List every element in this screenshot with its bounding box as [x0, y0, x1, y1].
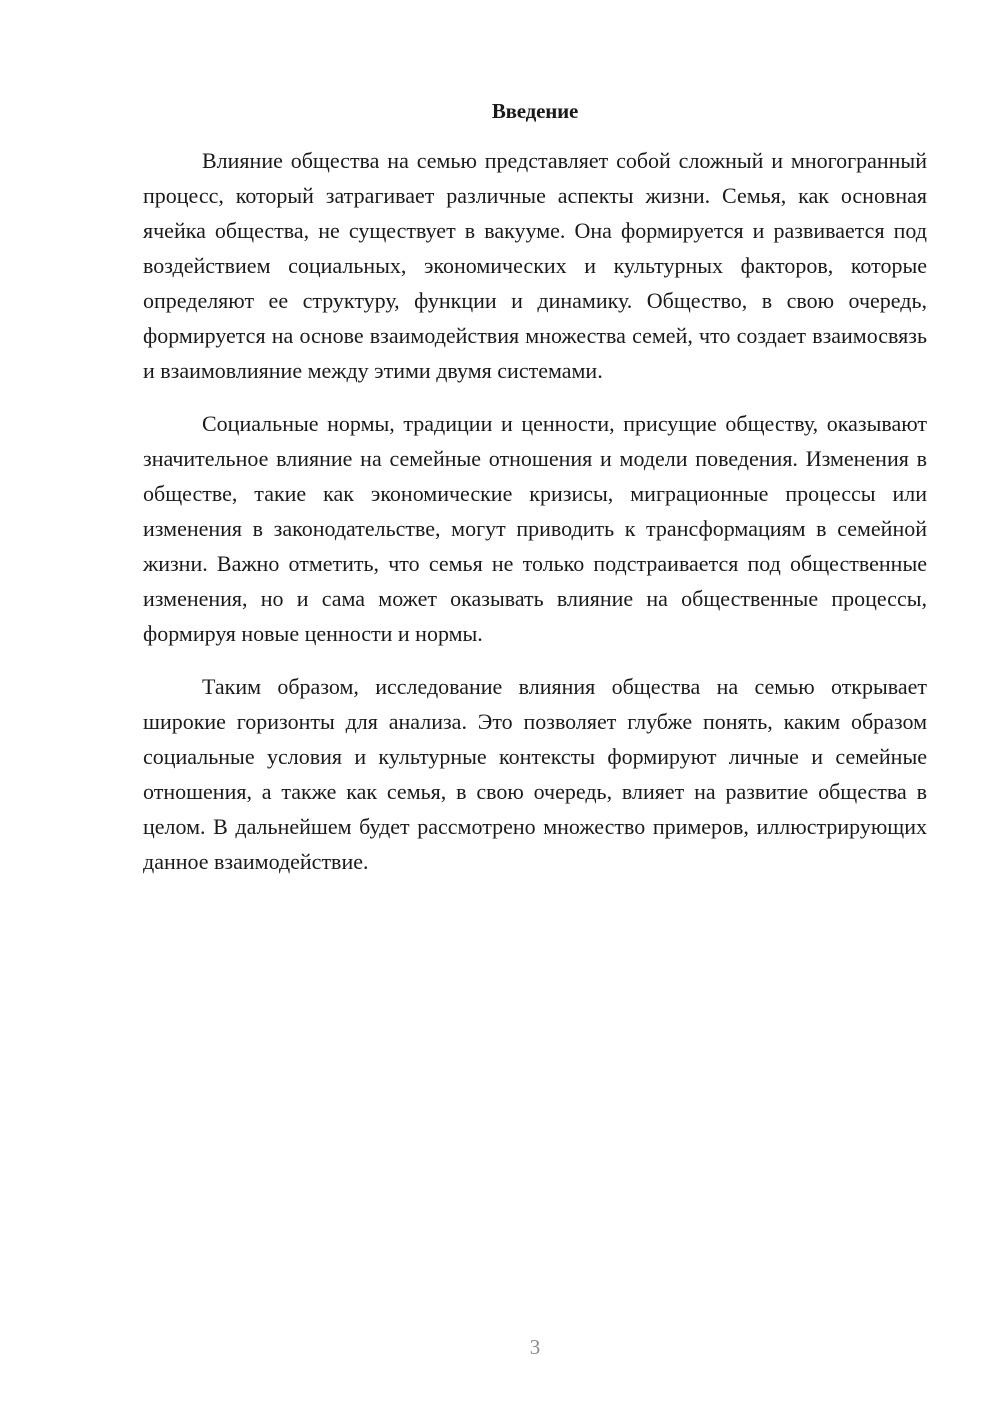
paragraph-2: Социальные нормы, традиции и ценности, присущие обществу, оказывают значительное влияние на семейные отношения и модели поведения. Изменения в обществе, такие как экономические кризисы, миграционные процессы или изменения в законодательстве, могут приводить к трансформациям в семейной жизни. Важно отметить, что семья не только подстраивается под общественные изменения, но и сама может оказывать влияние на общественные процессы, формируя новые ценности и нормы. [143, 411, 927, 646]
paragraph-1: Влияние общества на семью представляет собой сложный и многогранный процесс, который затрагивает различные аспекты жизни. Семья, как основная ячейка общества, не существует в вакууме. Она формируется и развивается под воздействием социальных, экономических и культурных факторов, которые определяют ее структуру, функции и динамику. Общество, в свою очередь, формируется на основе взаимодействия множества семей, что создает взаимосвязь и взаимовлияние между этими двумя системами. [143, 148, 927, 383]
paragraph-3: Таким образом, исследование влияния общества на семью открывает широкие горизонты для анализа. Это позволяет глубже понять, каким образом социальные условия и культурные контексты формируют личные и семейные отношения, а также как семья, в свою очередь, влияет на развитие общества в целом. В дальнейшем будет рассмотрено множество примеров, иллюстрирующих данное взаимодействие. [143, 674, 927, 874]
body-text [143, 143, 927, 897]
page-number: 3 [529, 1335, 541, 1359]
section-heading: Введение [491, 99, 579, 123]
